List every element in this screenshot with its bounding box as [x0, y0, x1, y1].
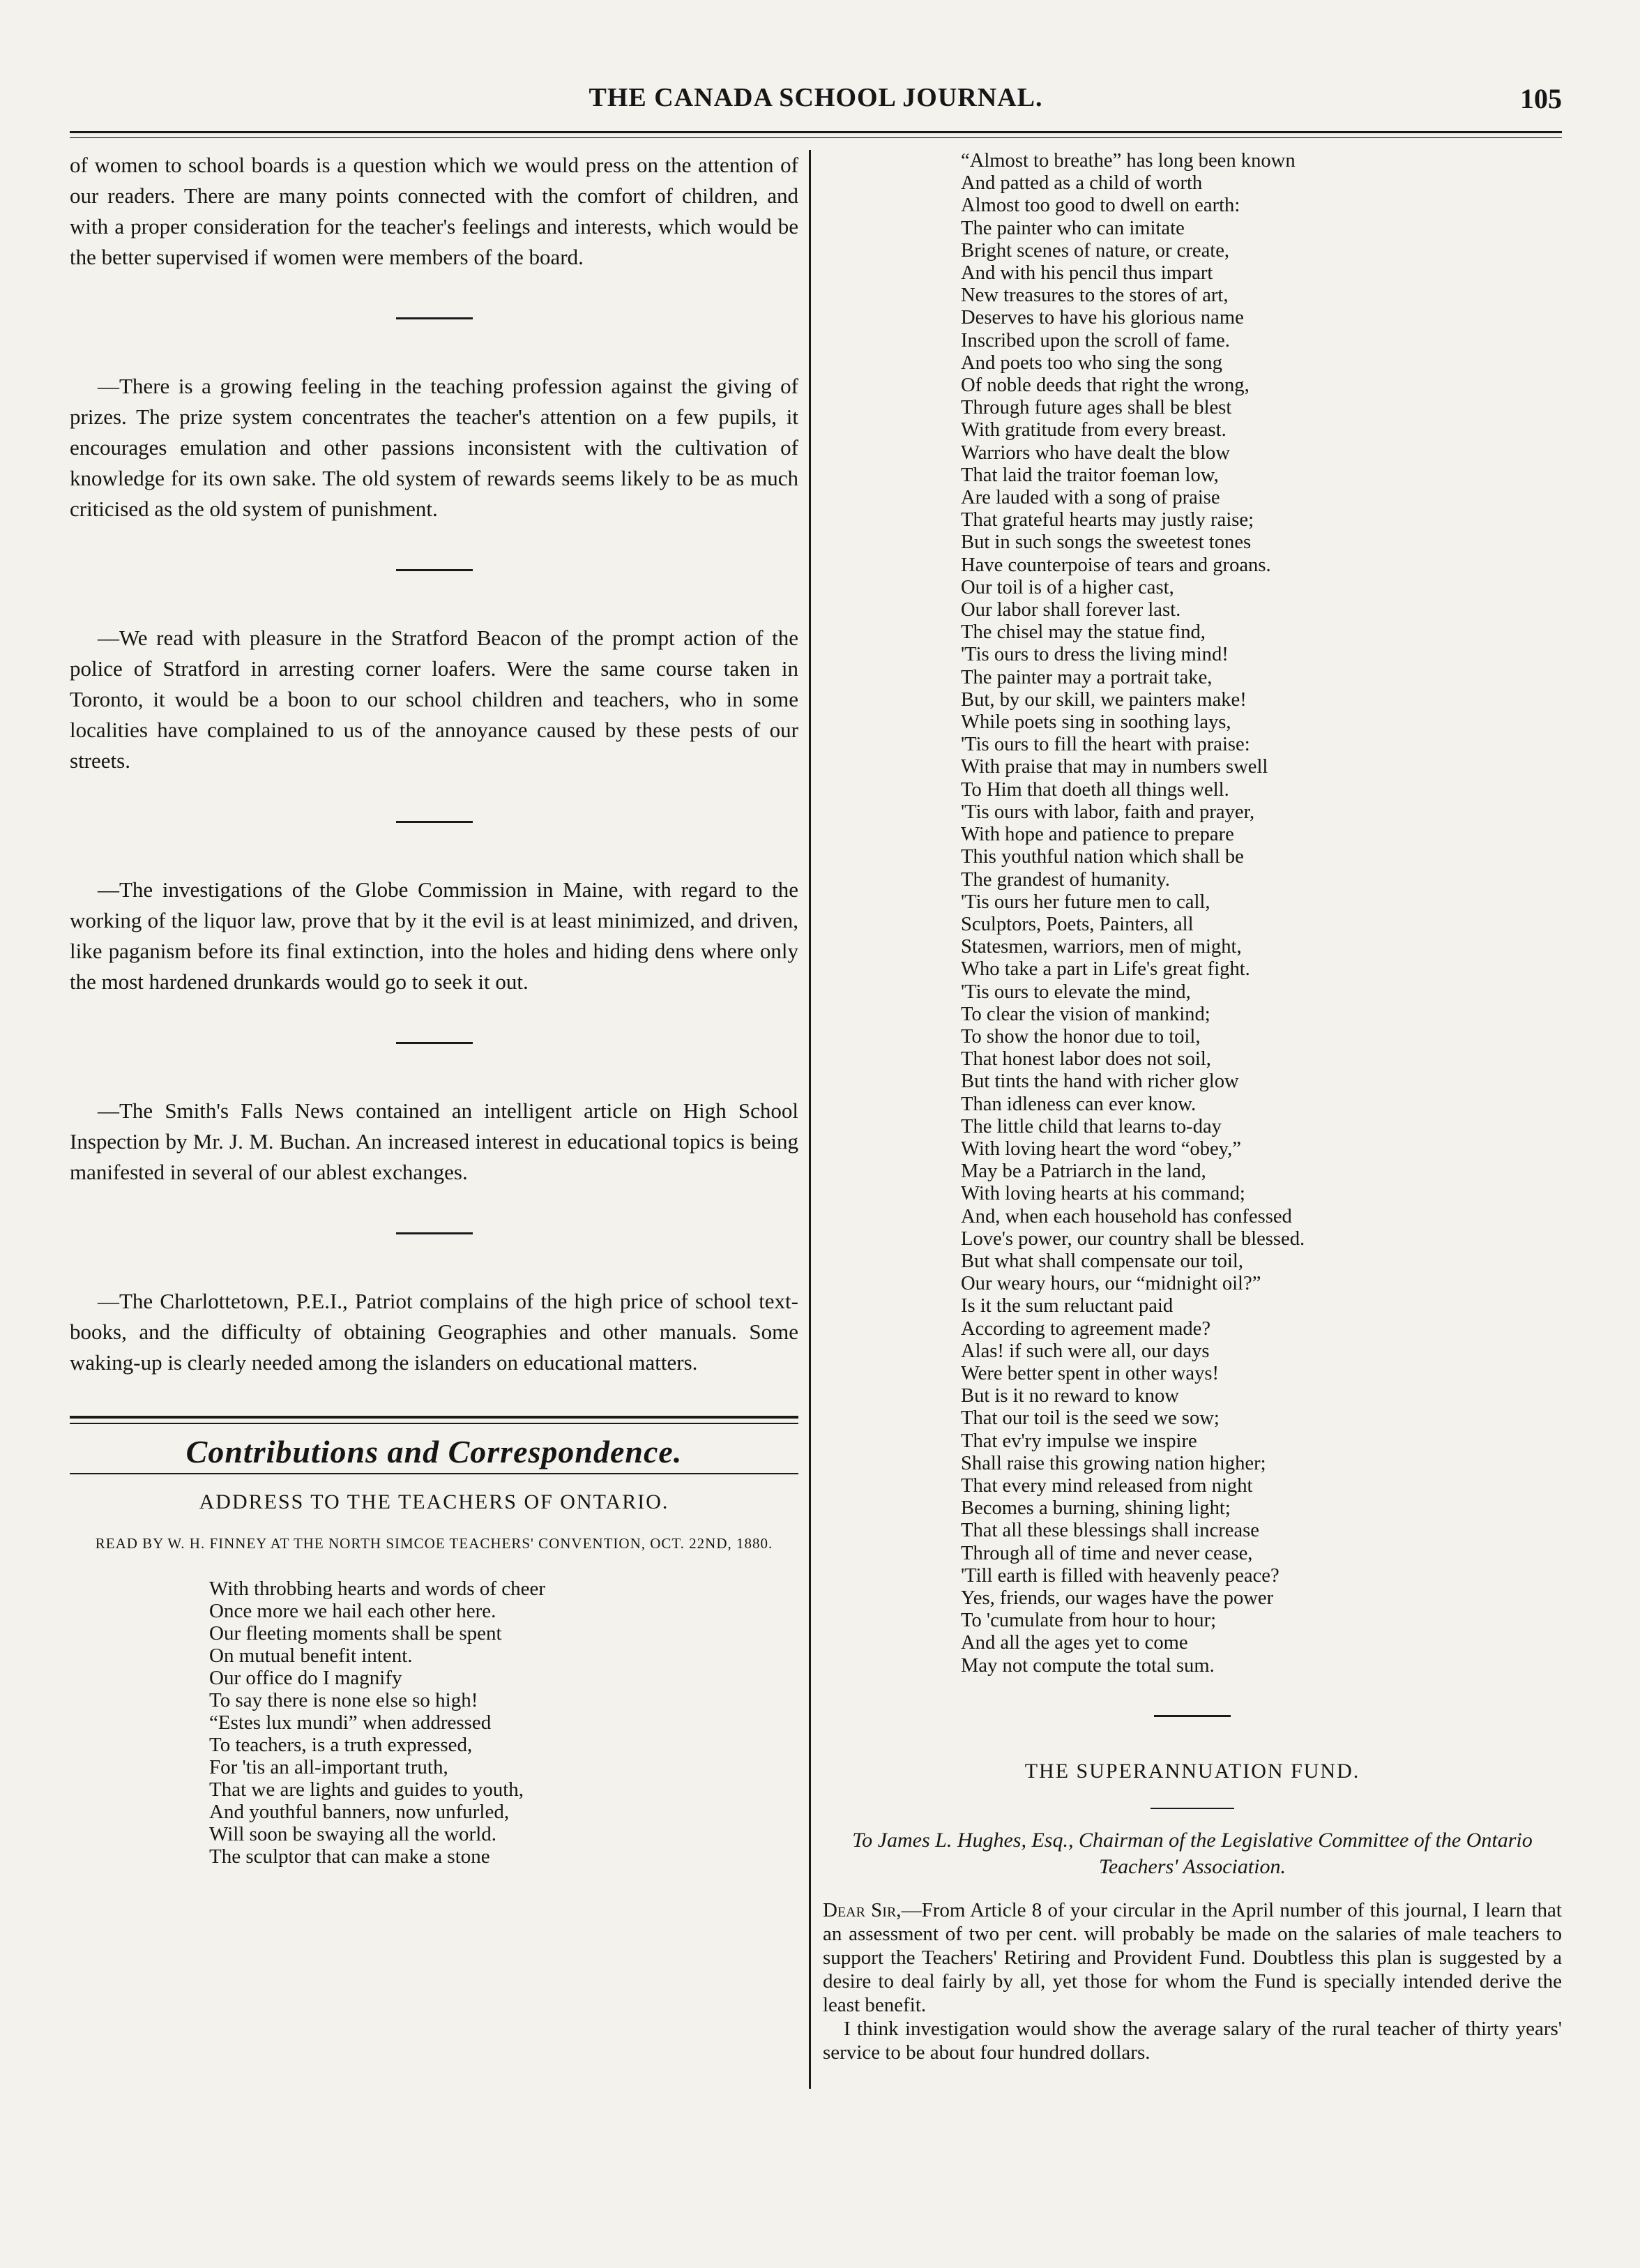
header-rule-bottom	[70, 137, 1562, 138]
letter-paragraph: I think investigation would show the average salary of the rural teacher of thirty years' service to be about four hundred dollars.	[823, 2017, 1562, 2064]
poem-line: Our fleeting moments shall be spent	[209, 1622, 502, 1645]
poem-line: But what shall compensate our toil,	[961, 1250, 1244, 1272]
poem-line: Deserves to have his glorious name	[961, 307, 1244, 329]
item-separator	[396, 1042, 473, 1044]
poem-line: May not compute the total sum.	[961, 1654, 1215, 1677]
poem-line: To say there is none else so high!	[209, 1689, 478, 1711]
poem-line: Shall raise this growing nation higher;	[961, 1452, 1266, 1474]
editorial-paragraph: —The Charlottetown, P.E.I., Patriot complains of the high price of school text-books, and the difficulty of obtaining Geographies and other manuals. Some waking-up is clearly needed among the islanders on educational matters.	[70, 1289, 798, 1375]
addressee: To James L. Hughes, Esq., Chairman of the Legislative Committee of the Ontario Teachers' Association.	[852, 1828, 1533, 1878]
column-divider	[809, 150, 811, 2089]
poem-line: Have counterpoise of tears and groans.	[961, 554, 1271, 576]
editorial-paragraph: —The investigations of the Globe Commission in Maine, with regard to the working of the liquor law, prove that by it the evil is at least minimized, and driven, like paganism before its final extinction, into the holes and hiding dens where only the most hardened drunkards would go to seek it out.	[70, 877, 798, 994]
poem-line: That we are lights and guides to youth,	[209, 1778, 524, 1801]
poem-line: The painter may a portrait take,	[961, 666, 1213, 688]
poem-line: Our weary hours, our “midnight oil?”	[961, 1273, 1261, 1295]
item-separator	[396, 569, 473, 571]
poem-line: Of noble deeds that right the wrong,	[961, 375, 1250, 397]
poem-line: Inscribed upon the scroll of fame.	[961, 329, 1230, 351]
poem-line: And patted as a child of worth	[961, 172, 1203, 195]
poem-line: On mutual benefit intent.	[209, 1645, 413, 1667]
poem-line: With throbbing hearts and words of cheer	[209, 1578, 546, 1600]
poem-line: 'Tis ours to fill the heart with praise:	[961, 734, 1250, 756]
section-rule	[70, 1416, 798, 1424]
poem-line: Almost too good to dwell on earth:	[961, 195, 1240, 217]
editorial-paragraph: —There is a growing feeling in the teaching profession against the giving of prizes. The prize system concentrates the teacher's attention on a few pupils, it encourages emulation and other passions inconsistent with the cultivation of knowledge for its own sake. The old system of rewards seems likely to be as much criticised as the old system of punishment.	[70, 374, 798, 521]
poem-line: “Almost to breathe” has long been known	[961, 150, 1296, 172]
poem-line: That laid the traitor foeman low,	[961, 464, 1219, 486]
poem-line: According to agreement made?	[961, 1317, 1211, 1340]
poem-line: To show the honor due to toil,	[961, 1025, 1201, 1048]
poem-line: Our labor shall forever last.	[961, 599, 1181, 621]
editorial-paragraph: —We read with pleasure in the Stratford Beacon of the prompt action of the police of Stratford in arresting corner loafers. Were the same course taken in Toronto, it would be a boon to our school children and teachers, who in some localities have complained to us of the annoyance caused by these pests of our streets.	[70, 626, 798, 773]
poem-line: Our toil is of a higher cast,	[961, 576, 1174, 598]
poem-line: With praise that may in numbers swell	[961, 756, 1268, 778]
poem-line: Our office do I magnify	[209, 1667, 402, 1689]
poem-line: 'Till earth is filled with heavenly peace?	[961, 1564, 1280, 1587]
poem-line: Through all of time and never cease,	[961, 1542, 1253, 1564]
poem-line: That our toil is the seed we sow;	[961, 1407, 1220, 1430]
poem-line: And, when each household has confessed	[961, 1205, 1292, 1227]
running-head	[70, 82, 1562, 121]
poem-line: “Estes lux mundi” when addressed	[209, 1711, 492, 1734]
poem-line: Alas! if such were all, our days	[961, 1340, 1210, 1362]
poem-line: This youthful nation which shall be	[961, 846, 1244, 868]
right-column	[823, 150, 1562, 2064]
poem-line: And all the ages yet to come	[961, 1632, 1188, 1654]
address-byline: READ BY W. H. FINNEY AT THE NORTH SIMCOE TEACHERS' CONVENTION, OCT. 22ND, 1880.	[95, 1535, 773, 1552]
poem-line: That all these blessings shall increase	[961, 1520, 1259, 1542]
journal-title: THE CANADA SCHOOL JOURNAL.	[589, 83, 1043, 112]
poem-line: With hope and patience to prepare	[961, 824, 1234, 846]
poem-line: The little child that learns to-day	[961, 1115, 1222, 1137]
poem-line: Who take a part in Life's great fight.	[961, 958, 1250, 981]
poem-line: Bright scenes of nature, or create,	[961, 239, 1230, 262]
title-rule	[1151, 1808, 1234, 1809]
poem-line: But, by our skill, we painters make!	[961, 688, 1247, 711]
poem-line: Statesmen, warriors, men of might,	[961, 936, 1242, 958]
fund-title: THE SUPERANNUATION FUND.	[1024, 1759, 1360, 1783]
poem-line: Through future ages shall be blest	[961, 397, 1232, 419]
header-rule-top	[70, 131, 1562, 133]
poem-line: Once more we hail each other here.	[209, 1600, 496, 1622]
letter-paragraph-text: —From Article 8 of your circular in the April number of this journal, I learn that an assessment of two per cent. will probably be made on the salaries of male teachers to support the Teachers' Retiring and Provident Fund. Doubtless this plan is suggested by a desire to deal fairly by all, yet those for whom the Fund is specially intended derive the least benefit.	[823, 1898, 1562, 2016]
poem-line: Becomes a burning, shining light;	[961, 1497, 1231, 1520]
salutation: Dear Sir,	[823, 1898, 902, 1921]
poem-line: 'Tis ours her future men to call,	[961, 891, 1210, 913]
poem-line: May be a Patriarch in the land,	[961, 1161, 1206, 1183]
item-separator	[396, 317, 473, 319]
poem-line: Are lauded with a song of praise	[961, 487, 1220, 509]
poem-line: And with his pencil thus impart	[961, 262, 1213, 285]
poem-line: Sculptors, Poets, Painters, all	[961, 913, 1194, 935]
poem-line: The chisel may the statue find,	[961, 621, 1206, 644]
poem-line: Yes, friends, our wages have the power	[961, 1587, 1274, 1609]
poem-line: With loving hearts at his command;	[961, 1183, 1245, 1205]
poem-line: Love's power, our country shall be blessed.	[961, 1227, 1305, 1250]
poem-line: The sculptor that can make a stone	[209, 1845, 490, 1868]
poem-line: But in such songs the sweetest tones	[961, 531, 1252, 554]
poem-line: That ev'ry impulse we inspire	[961, 1430, 1197, 1452]
editorial-paragraph: —The Smith's Falls News contained an intelligent article on High School Inspection by Mr. J. M. Buchan. An increased interest in educational topics is being manifested in several of our ablest exchanges.	[70, 1098, 798, 1184]
page-number: 105	[1520, 83, 1562, 114]
poem-line: 'Tis ours with labor, faith and prayer,	[961, 801, 1255, 823]
left-column	[70, 150, 798, 1868]
poem-line: But tints the hand with richer glow	[961, 1071, 1239, 1093]
poem-line: Warriors who have dealt the blow	[961, 441, 1230, 464]
address-title: ADDRESS TO THE TEACHERS OF ONTARIO.	[199, 1490, 669, 1513]
poem-line: To 'cumulate from hour to hour;	[961, 1610, 1217, 1632]
poem-right	[823, 150, 1562, 1677]
poem-line: Is it the sum reluctant paid	[961, 1295, 1174, 1317]
poem-line: The grandest of humanity.	[961, 868, 1170, 891]
poem-line: 'Tis ours to elevate the mind,	[961, 981, 1191, 1003]
item-separator	[1154, 1715, 1231, 1717]
poem-left	[70, 1578, 798, 1868]
poem-line: And youthful banners, now unfurled,	[209, 1801, 510, 1823]
item-separator	[396, 1232, 473, 1234]
poem-line: And poets too who sing the song	[961, 351, 1222, 374]
poem-line: To teachers, is a truth expressed,	[209, 1734, 473, 1756]
poem-line: With loving heart the word “obey,”	[961, 1137, 1241, 1160]
section-heading-rule	[70, 1473, 798, 1474]
poem-line: New treasures to the stores of art,	[961, 285, 1229, 307]
section-heading: Contributions and Correspondence.	[185, 1434, 683, 1469]
poem-line: Will soon be swaying all the world.	[209, 1823, 497, 1845]
editorial-paragraph: of women to school boards is a question which we would press on the attention of our readers. There are many points connected with the comfort of children, and with a proper consideration for the teacher's feelings and interests, which would be the better supervised if women were members of the board.	[70, 153, 798, 269]
poem-line: To clear the vision of mankind;	[961, 1003, 1210, 1025]
poem-line: 'Tis ours to dress the living mind!	[961, 644, 1229, 666]
poem-line: While poets sing in soothing lays,	[961, 711, 1231, 734]
poem-line: For 'tis an all-important truth,	[209, 1756, 448, 1778]
letter-paragraph	[823, 1898, 1562, 2017]
poem-line: To Him that doeth all things well.	[961, 778, 1229, 801]
poem-line: The painter who can imitate	[961, 217, 1185, 239]
poem-line: That honest labor does not soil,	[961, 1048, 1211, 1071]
poem-line: Were better spent in other ways!	[961, 1362, 1220, 1384]
item-separator	[396, 821, 473, 823]
poem-line: Than idleness can ever know.	[961, 1093, 1197, 1115]
poem-line: That every mind released from night	[961, 1474, 1253, 1497]
poem-line: With gratitude from every breast.	[961, 419, 1227, 441]
poem-line: That grateful hearts may justly raise;	[961, 509, 1254, 531]
poem-line: But is it no reward to know	[961, 1385, 1179, 1407]
